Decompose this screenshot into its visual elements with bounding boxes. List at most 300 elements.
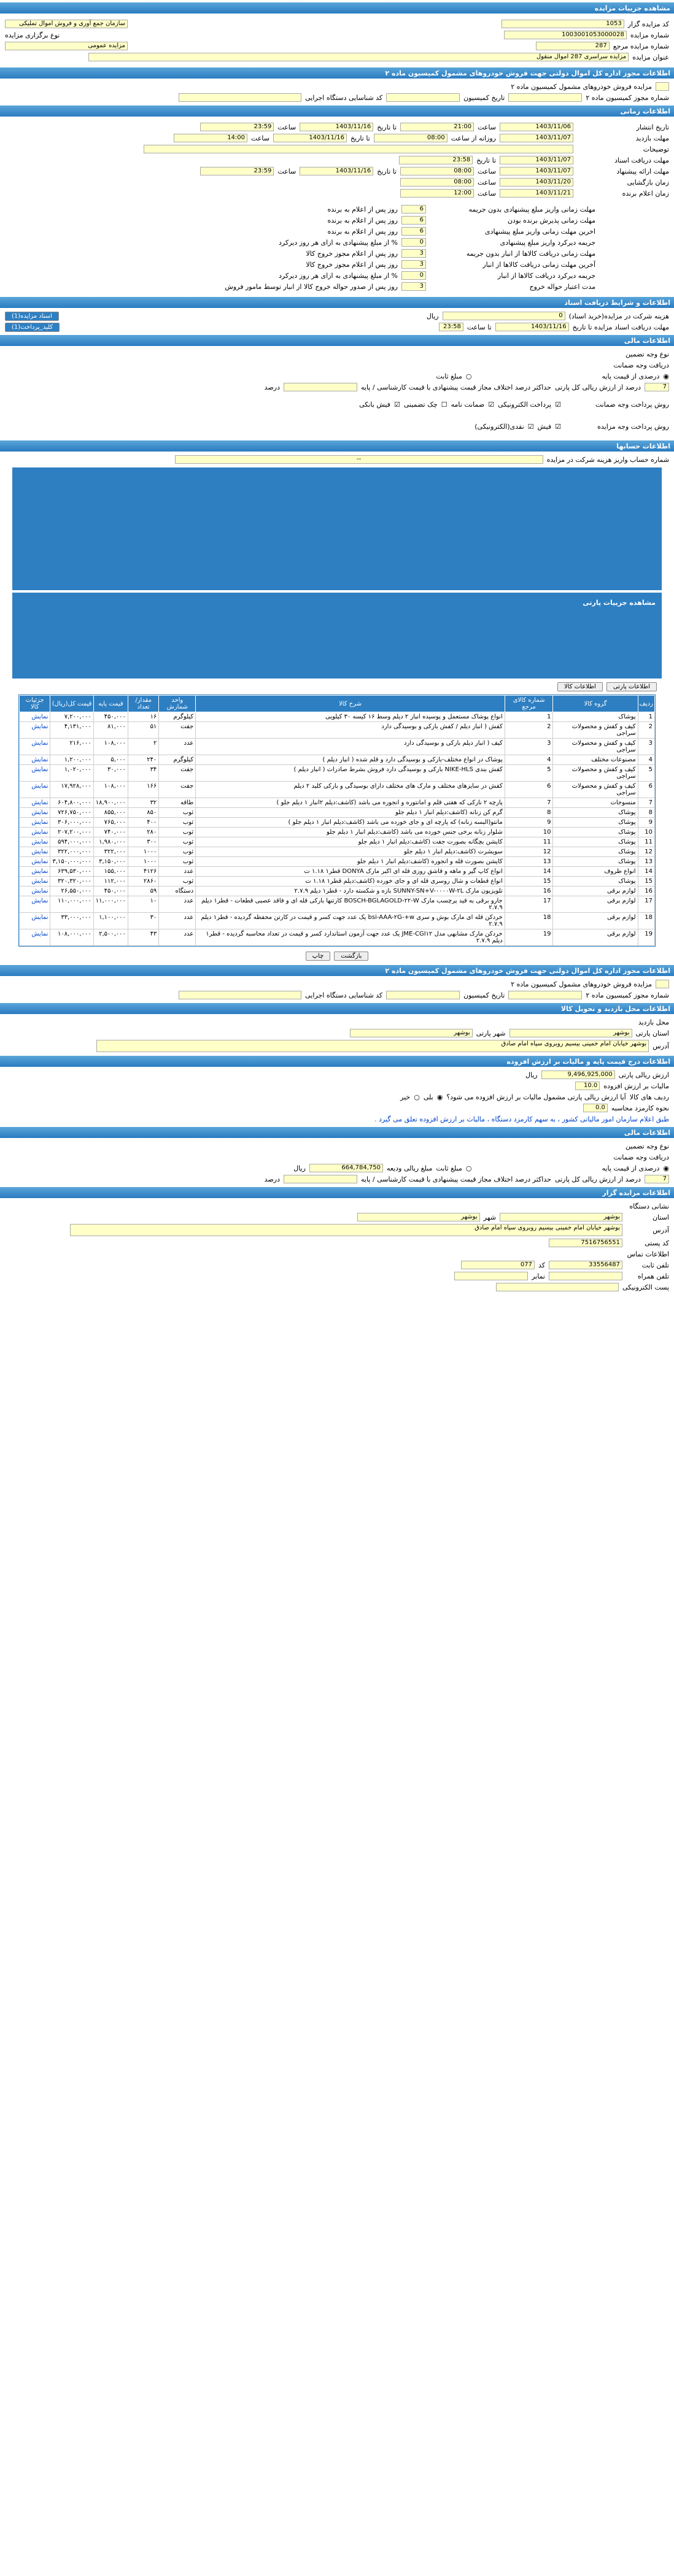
details-link[interactable]: نمایش (20, 886, 50, 896)
deadline-row: مهلت زمانی واریز مبلغ پیشنهادی بدون جریمه 6 روز پس از اعلام به برنده (327, 205, 595, 213)
contact-label: اطلاعات تماس (627, 1250, 669, 1258)
table-cell: ۱۱۰,۰۰۰,۰۰۰ (50, 896, 93, 913)
radio-fixed[interactable]: ○ (465, 372, 472, 380)
table-row (20, 818, 655, 828)
doc-date[interactable]: 1403/11/07 (500, 156, 573, 164)
postal-label: کد پستی (645, 1239, 669, 1247)
table-cell: ۷,۲۰۰,۰۰۰ (50, 712, 93, 722)
finance-header: اطلاعات مالی (0, 335, 674, 346)
table-cell: 14 (638, 867, 654, 877)
license-date-label: تاریخ کمیسیون (463, 93, 505, 102)
table-row (20, 886, 655, 896)
table-row (20, 798, 655, 808)
pay-guarantee[interactable]: ☑ (488, 400, 495, 409)
table-cell: ۱۱۲,۰۰۰ (93, 877, 128, 886)
mobile-field[interactable] (549, 1272, 622, 1280)
table-cell: ثوب (159, 808, 196, 818)
a-city-field[interactable]: بوشهر (357, 1213, 480, 1221)
table-row (20, 722, 655, 739)
license-checkbox[interactable] (656, 82, 669, 91)
table-cell: کفش بندی NIKE-HLS بارکی و بوسیدگی دارد فروش بشرط صادرات ( انبار دیلم ) (196, 765, 505, 782)
hour-label: ساعت (277, 123, 296, 131)
table-cell: ۳۲۲,۰۰۰ (93, 847, 128, 857)
table-cell: گرم کن زنانه (کاشف:دیلم انبار ۱ دیلم جلو (196, 808, 505, 818)
details-link[interactable]: نمایش (20, 837, 50, 847)
deposit-label: نوع وجه تضمین (626, 350, 669, 358)
table-cell: 8 (638, 808, 654, 818)
radio-fixed-label: مبلغ ثابت (436, 372, 462, 380)
radio2-fixed[interactable]: ○ (465, 1164, 472, 1172)
visit-label: مهلت بازدید (635, 134, 669, 142)
table-cell: کاپشن بچگانه بصورت جفت (کاشف:دیلم انبار ۱ دیلم جلو (196, 837, 505, 847)
yes-label: بلی (423, 1093, 433, 1101)
goods-col-header: جزئیات کالا (20, 696, 50, 712)
table-cell: 17 (638, 896, 654, 913)
table-cell: 18 (505, 913, 553, 929)
license2-date-label: تاریخ کمیسیون (463, 991, 505, 999)
visit-time[interactable]: 08:00 (374, 134, 447, 142)
table-cell: ۲۸۶۰ (128, 877, 159, 886)
province-label: استان پارتی (635, 1029, 669, 1037)
radio-pct-label: درصدی از قیمت پایه (602, 372, 660, 380)
table-row (20, 808, 655, 818)
table-row (20, 739, 655, 755)
bid-label: مهلت ارائه پیشنهاد (616, 167, 669, 175)
fax-label: نمابر (532, 1272, 545, 1280)
table-cell: ۸۵۵,۰۰۰ (93, 808, 128, 818)
table-cell: 12 (638, 847, 654, 857)
table-cell: 11 (638, 837, 654, 847)
table-cell: ۵۹ (128, 886, 159, 896)
rial-label: ریال (426, 312, 439, 320)
table-cell: 2 (505, 722, 553, 739)
fax-field[interactable] (454, 1272, 528, 1280)
table-cell: انواع ظروف (553, 867, 638, 877)
address-label: آدرس (653, 1042, 669, 1050)
tab-party[interactable]: اطلاعات پارتی (606, 682, 657, 691)
radio-pct[interactable]: ◉ (663, 372, 669, 380)
table-cell: 4 (505, 755, 553, 765)
table-cell: ۵۹۴,۰۰۰,۰۰۰ (50, 837, 93, 847)
address-field[interactable]: بوشهر خیابان امام خمینی بیسیم روبروی سپاه امام صادق (96, 1040, 649, 1052)
dl-hour-label: تا ساعت (467, 323, 492, 331)
table-cell: 14 (505, 867, 553, 877)
table-cell: ۲۸۰ (128, 828, 159, 837)
license-num-field[interactable] (508, 93, 582, 102)
table-row (20, 877, 655, 886)
table-cell: لوازم برقی (553, 886, 638, 896)
phone-label: تلفن ثابت (641, 1261, 669, 1269)
table-cell: ۱۷,۹۲۸,۰۰۰ (50, 782, 93, 798)
pct2-field[interactable]: 7 (645, 1175, 669, 1183)
details-link[interactable]: نمایش (20, 712, 50, 722)
deadline-row: آخرین مهلت زمانی دریافت کالاها از انبار 3 روز پس از اعلام مجوز خروج کالا (306, 260, 595, 269)
table-row (20, 828, 655, 837)
details-link[interactable]: نمایش (20, 929, 50, 946)
calc-label: نحوه کارمزد محاسبه (611, 1104, 669, 1112)
table-cell: 11 (505, 837, 553, 847)
table-cell: ثوب (159, 847, 196, 857)
pay-electronic[interactable]: ☑ (555, 400, 561, 409)
table-cell: عدد (159, 867, 196, 877)
docs-header: اطلاعات و شرایط دریافت اسناد (0, 297, 674, 308)
table-cell: ۱۰۸,۰۰۰,۰۰۰ (50, 929, 93, 946)
bid-date[interactable]: 1403/11/07 (500, 167, 573, 175)
deadline-row: اخرین مهلت زمانی واریز مبلغ پیشنهادی 6 روز پس از اعلام به برنده (327, 227, 595, 236)
table-cell: طاقه (159, 798, 196, 808)
to-date[interactable]: 1403/11/16 (300, 123, 373, 131)
table-cell: ۱۰۸,۰۰۰ (93, 782, 128, 798)
docs-button[interactable]: اسناد مزایده(1) (5, 312, 59, 321)
time-header: اطلاعات زمانی (0, 106, 674, 117)
bid-to-time[interactable]: 23:59 (200, 167, 274, 175)
radio-no[interactable]: ○ (414, 1093, 420, 1101)
table-cell: جفت (159, 782, 196, 798)
deadline-row: مهلت زمانی دریافت کالاها از انبار بدون جریمه 3 روز پس از اعلام مجوز خروج کالا (306, 249, 595, 258)
open-date[interactable]: 1403/11/20 (500, 178, 573, 186)
tab-goods[interactable]: اطلاعات کالا (557, 682, 603, 691)
province-field[interactable]: بوشهر (509, 1029, 632, 1037)
type-field[interactable]: مزایده عمومی (5, 42, 128, 50)
details-link[interactable]: نمایش (20, 818, 50, 828)
code-field[interactable]: 1053 (502, 20, 624, 28)
daily-label: روزانه از ساعت (451, 134, 496, 142)
table-cell: شلوار زنانه برخی جنس خورده می باشد (کاشف:دیلم انبار ۱ دیلم جلو (196, 828, 505, 837)
table-cell: 15 (638, 877, 654, 886)
table-cell: ۱۶۶ (128, 782, 159, 798)
email-field[interactable] (496, 1283, 619, 1291)
details-link[interactable]: نمایش (20, 739, 50, 755)
hour-label: ساعت (277, 167, 296, 175)
table-cell: پوشاک (553, 847, 638, 857)
max2-field[interactable] (284, 1175, 357, 1183)
license2-num-field[interactable] (508, 991, 582, 999)
table-cell: کفش در سایزهای مختلف و مارک های مختلف دارای بوسیدگی و بارکی کلید ۲ دیلم (196, 782, 505, 798)
details-link[interactable]: نمایش (20, 765, 50, 782)
table-cell: ۲ (128, 739, 159, 755)
exec-field[interactable] (179, 93, 301, 102)
table-cell: کیف و کفش و محصولات سراجی (553, 722, 638, 739)
goods-table-wrap (18, 694, 656, 947)
to-label: تا تاریخ (350, 134, 370, 142)
license2-header: اطلاعات مجوز اداره کل اموال دولتی جهت فروش خودروهای مشمول کمیسیون ماده ۲ (0, 965, 674, 976)
table-row (20, 765, 655, 782)
table-cell: 15 (505, 877, 553, 886)
table-cell: 17 (505, 896, 553, 913)
table-cell: 8 (505, 808, 553, 818)
postal-field[interactable]: 7516756551 (549, 1239, 622, 1247)
accounts-panel (12, 467, 662, 590)
table-cell: 5 (638, 765, 654, 782)
table-row (20, 857, 655, 867)
goods-col-header: ردیف (638, 696, 654, 712)
doc-time[interactable]: 23:58 (399, 156, 473, 164)
table-cell: 4 (638, 755, 654, 765)
pay2-slip[interactable]: ☑ (555, 422, 561, 431)
license2-date-field[interactable] (386, 991, 460, 999)
pay-guarantee-label: ضمانت نامه (451, 400, 485, 409)
table-cell: کیلوگرم (159, 755, 196, 765)
code-label2: کد (538, 1261, 545, 1269)
calc-field[interactable]: 0.0 (583, 1104, 608, 1112)
goods-col-header: قیمت کل(ریال) (50, 696, 93, 712)
table-cell: ۳۲۲,۰۰۰,۰۰۰ (50, 847, 93, 857)
details-link[interactable]: نمایش (20, 782, 50, 798)
table-cell: ۱,۱۰۰,۰۰۰ (93, 913, 128, 929)
deadline-row: مهلت زمانی پذیرش برنده بودن 6 روز پس از اعلام به برنده (327, 216, 595, 225)
details-link[interactable]: نمایش (20, 828, 50, 837)
pay2-label: روش پرداخت وجه مزایده (597, 422, 669, 431)
details-link[interactable]: نمایش (20, 896, 50, 913)
table-cell: منسوجات (553, 798, 638, 808)
table-cell: ۷۶۵,۰۰۰ (93, 818, 128, 828)
pay2-cash[interactable]: ☑ (527, 422, 534, 431)
details-link[interactable]: نمایش (20, 798, 50, 808)
desc-field[interactable] (144, 145, 573, 153)
table-cell: 19 (638, 929, 654, 946)
win-time[interactable]: 12:00 (400, 189, 474, 198)
table-cell: تلویزیون مارک SUNNY-SN+V-۰۰۰۰W-۲L بازه و شکسته دارد - قطر۱ دیلم ۲.۷.۹ (196, 886, 505, 896)
details-link[interactable]: نمایش (20, 755, 50, 765)
table-cell: ۱۰۰۰ (128, 847, 159, 857)
accounts-header: اطلاعات حسابها (0, 440, 674, 452)
visit-to-date[interactable]: 1403/11/16 (273, 134, 347, 142)
details-link[interactable]: نمایش (20, 847, 50, 857)
table-cell: 10 (638, 828, 654, 837)
win-date[interactable]: 1403/11/21 (500, 189, 573, 198)
table-cell: لوازم برقی (553, 929, 638, 946)
page-title: مشاهده جزییات مزایده (0, 2, 674, 13)
finance2-header: اطلاعات مالی (0, 1127, 674, 1138)
table-cell: کاپشن بصورت قله و انجوره (کاشف:دیلم انبار ۱ دیلم جلو (196, 857, 505, 867)
table-cell: 13 (505, 857, 553, 867)
to-label: تا تاریخ (377, 123, 397, 131)
table-cell: سویشرت (کاشف:دیلم انبار ۱ دیلم جلو (196, 847, 505, 857)
code-label: کد مزایده گزار (627, 20, 669, 28)
pct-field[interactable]: 7 (645, 383, 669, 391)
phone-field[interactable]: 33556487 (549, 1261, 622, 1269)
num-label: شماره مزایده (630, 31, 669, 39)
table-cell: ۵۱ (128, 722, 159, 739)
table-cell: ۱۸,۹۰۰,۰۰۰ (93, 798, 128, 808)
table-cell: 6 (505, 782, 553, 798)
pay-bank[interactable]: ☑ (393, 400, 400, 409)
table-cell: ۱۰ (128, 896, 159, 913)
deadlines (0, 201, 674, 294)
table-cell: پوشاک (553, 808, 638, 818)
deadline-row: مدت اعتبار حواله خروج 3 روز پس از صدور حواله خروج کالا از انبار توسط مامور فروش (225, 282, 595, 291)
table-cell: لوازم برقی (553, 913, 638, 929)
amount-label: مبلغ ریالی ودیعه (386, 1164, 433, 1172)
details-link[interactable]: نمایش (20, 722, 50, 739)
table-cell: عدد (159, 739, 196, 755)
table-row (20, 913, 655, 929)
table-cell: ثوب (159, 857, 196, 867)
table-cell: جارو برقی به قید پرچسب مارک BOSCH-BGLAGOLD-۲۲-W کارتنها بارکی قله ای و فاقد عصبی قطعات - قطر۱ دیلم ۲.۷.۹ (196, 896, 505, 913)
table-cell: انواع کاپ گیر و ماهه و قاشق روزی قله ای اکبر مارک DONYA قطر۱ ۱.۱۸ ت (196, 867, 505, 877)
print-button[interactable]: چاپ (306, 952, 331, 961)
goods-col-header: شماره کالای مرجع (505, 696, 553, 712)
pay-key-button[interactable]: کلید_پرداخت(1) (5, 323, 60, 332)
license2-checkbox[interactable] (656, 980, 669, 988)
doc-label: مهلت دریافت اسناد (614, 156, 669, 164)
table-row (20, 896, 655, 913)
table-cell: کیف و کفش و محصولات سراجی (553, 739, 638, 755)
pay-bank-label: فیش بانکی (359, 400, 390, 409)
table-cell: 2 (638, 722, 654, 739)
to-label: تا تاریخ (377, 167, 397, 175)
details-link[interactable]: نمایش (20, 913, 50, 929)
a-province-field[interactable]: بوشهر (500, 1213, 622, 1221)
table-cell: ۳۲ (128, 798, 159, 808)
table-cell: 19 (505, 929, 553, 946)
deposit2-label: نوع وجه تضمین (626, 1142, 669, 1150)
amount-rial: ریال (293, 1164, 306, 1172)
license2-num-label: شماره مجوز کمیسیون ماده ۲ (586, 991, 669, 999)
table-cell: ثوب (159, 828, 196, 837)
table-cell: ۱,۰۲۰,۰۰۰ (50, 765, 93, 782)
license-check-label: مزایده فروش خودروهای مشمول کمیسیون ماده ۲ (511, 82, 652, 91)
details-link[interactable]: نمایش (20, 867, 50, 877)
ref-label: شماره مزایده مرجع (613, 42, 669, 50)
table-cell: دستگاه (159, 886, 196, 896)
auctioneer-header: اطلاعات مزایده گزار (0, 1187, 674, 1198)
exec2-label: کد شناسایی دستگاه اجرایی (305, 991, 383, 999)
tax-label: مالیات بر ارزش افزوده (603, 1082, 669, 1090)
dl-time[interactable]: 23:58 (439, 323, 463, 331)
a-province-label: استان (652, 1213, 669, 1221)
acc-label: شماره حساب واریز هزینه شرکت در مزایده (546, 455, 669, 464)
table-cell: کیف و کفش و محصولات سراجی (553, 782, 638, 798)
table-cell: 9 (638, 818, 654, 828)
a-address-field[interactable]: بوشهر خیابان امام خمینی بیسیم روبروی سپاه امام صادق (70, 1224, 622, 1236)
table-cell: پوشاک (553, 828, 638, 837)
table-cell: ۶۳۹,۵۳۰,۰۰۰ (50, 867, 93, 877)
deadline-row: جریمه دیرکرد دریافت کالاها از انبار 0 % از مبلغ پیشنهادی به ازای هر روز دیرکرد (279, 271, 595, 280)
table-cell: ۱۶ (128, 712, 159, 722)
pay-electronic-label: پرداخت الکترونیکی (498, 400, 552, 409)
details-link[interactable]: نمایش (20, 857, 50, 867)
to-label: تا تاریخ (476, 156, 496, 164)
max2-pct-label: درصد (264, 1175, 280, 1183)
table-cell: 12 (505, 847, 553, 857)
fee-field[interactable]: 0 (443, 312, 565, 320)
dl-date[interactable]: 1403/11/16 (495, 323, 569, 331)
dl-label: مهلت دریافت اسناد مزایده تا تاریخ (572, 323, 669, 331)
bid-to-date[interactable]: 1403/11/16 (300, 167, 373, 175)
table-cell: عدد (159, 929, 196, 946)
table-row (20, 867, 655, 877)
radio-yes[interactable]: ◉ (436, 1093, 443, 1101)
table-cell: ۱,۹۸۰,۰۰۰ (93, 837, 128, 847)
details-link[interactable]: نمایش (20, 877, 50, 886)
goods-table (19, 695, 655, 946)
table-cell: ۵,۰۰۰ (93, 755, 128, 765)
tax-field[interactable]: 10.0 (575, 1082, 600, 1090)
table-cell: 5 (505, 765, 553, 782)
table-cell: ۱۰۸,۰۰۰ (93, 739, 128, 755)
pub-date[interactable]: 1403/11/06 (500, 123, 573, 131)
exec2-field[interactable] (179, 991, 301, 999)
max-field[interactable] (284, 383, 357, 391)
deadline-row: جریمه دیرکرد واریز مبلغ پیشنهادی 0 % از مبلغ پیشنهادی به ازای هر روز دیرکرد (279, 238, 595, 247)
license-num-label: شماره مجوز کمیسیون ماده ۲ (586, 93, 669, 102)
back-button[interactable]: بازگشت (334, 952, 368, 961)
tax-row-label: ردیف های کالا (629, 1093, 669, 1101)
table-row (20, 929, 655, 946)
license-date-field[interactable] (386, 93, 460, 102)
open-time[interactable]: 08:00 (400, 178, 474, 186)
radio2-pct-label: درصدی از قیمت پایه (602, 1164, 660, 1172)
city-field[interactable]: بوشهر (350, 1029, 473, 1037)
table-cell: ۸۱,۰۰۰ (93, 722, 128, 739)
license2-check-label: مزایده فروش خودروهای مشمول کمیسیون ماده ۲ (511, 980, 652, 988)
table-cell: ۳۲۰,۳۲۰,۰۰۰ (50, 877, 93, 886)
max-pct-label: درصد (264, 383, 280, 391)
acc-field[interactable]: -- (175, 455, 543, 464)
table-cell: 18 (638, 913, 654, 929)
place-label: محل بازدید (638, 1018, 669, 1026)
table-row (20, 782, 655, 798)
visit-date[interactable]: 1403/11/07 (500, 134, 573, 142)
table-cell: کفش ( انبار دیلم / کفش بارکی و بوسیدگی دارد (196, 722, 505, 739)
table-cell: 6 (638, 782, 654, 798)
seller-field[interactable]: سازمان جمع آوری و فروش اموال تملیکی (5, 20, 128, 28)
num-field[interactable]: 1003001053000028 (504, 31, 627, 39)
value-field[interactable]: 9,496,925,000 (541, 1071, 615, 1079)
table-cell: پوشاک در انواع مختلف-بارکی و بوسیدگی دارد و قلم شده ( انبار دیلم ) (196, 755, 505, 765)
table-cell: ۳۳,۰۰۰,۰۰۰ (50, 913, 93, 929)
hour-label: ساعت (251, 134, 269, 142)
amount-field[interactable]: 664,784,750 (309, 1164, 383, 1172)
ref-field[interactable]: 287 (536, 42, 610, 50)
visit-header: اطلاعات محل بازدید و تحویل کالا (0, 1003, 674, 1014)
top-info (0, 16, 674, 65)
title-field[interactable]: مزایده سراسری 287 اموال منقول (88, 53, 629, 61)
desc-label: توضیحات (643, 145, 669, 153)
pub-time[interactable]: 21:00 (400, 123, 474, 131)
visit-to-time[interactable]: 14:00 (174, 134, 247, 142)
table-cell: ۴۱۲۶ (128, 867, 159, 877)
table-cell: 10 (505, 828, 553, 837)
goods-col-header: قیمت پایه (93, 696, 128, 712)
table-row (20, 755, 655, 765)
table-cell: ۱۵۵,۰۰۰ (93, 867, 128, 877)
table-cell: ۲۱۶,۰۰۰ (50, 739, 93, 755)
bid-time[interactable]: 08:00 (400, 167, 474, 175)
fee-label: هزینه شرکت در مزایده(خرید اسناد) (568, 312, 669, 320)
table-cell: عدد (159, 913, 196, 929)
table-cell: ۴۰۰ (128, 818, 159, 828)
pct2-label: درصد از ارزش ریالی کل پارتی (554, 1175, 641, 1183)
table-cell: 3 (638, 739, 654, 755)
table-cell: پوشاک (553, 818, 638, 828)
mobile-label: تلفن همراه (637, 1272, 669, 1280)
max2-label: حداکثر درصد اختلاف مجاز قیمت پیشنهادی با قیمت کارشناسی / پایه (361, 1175, 551, 1183)
a-city-label: شهر (483, 1213, 496, 1221)
details-link[interactable]: نمایش (20, 808, 50, 818)
hour-label: ساعت (478, 167, 496, 175)
table-cell: 7 (505, 798, 553, 808)
receive2-label: دریافت وجه ضمانت (613, 1153, 669, 1161)
code-field2[interactable]: 077 (461, 1261, 535, 1269)
table-cell: 9 (505, 818, 553, 828)
table-cell: 7 (638, 798, 654, 808)
to-time[interactable]: 23:59 (200, 123, 274, 131)
pct-label: درصد از ارزش ریالی کل پارتی (554, 383, 641, 391)
pay-check[interactable]: ☐ (441, 400, 447, 409)
radio2-pct[interactable]: ◉ (663, 1164, 669, 1172)
